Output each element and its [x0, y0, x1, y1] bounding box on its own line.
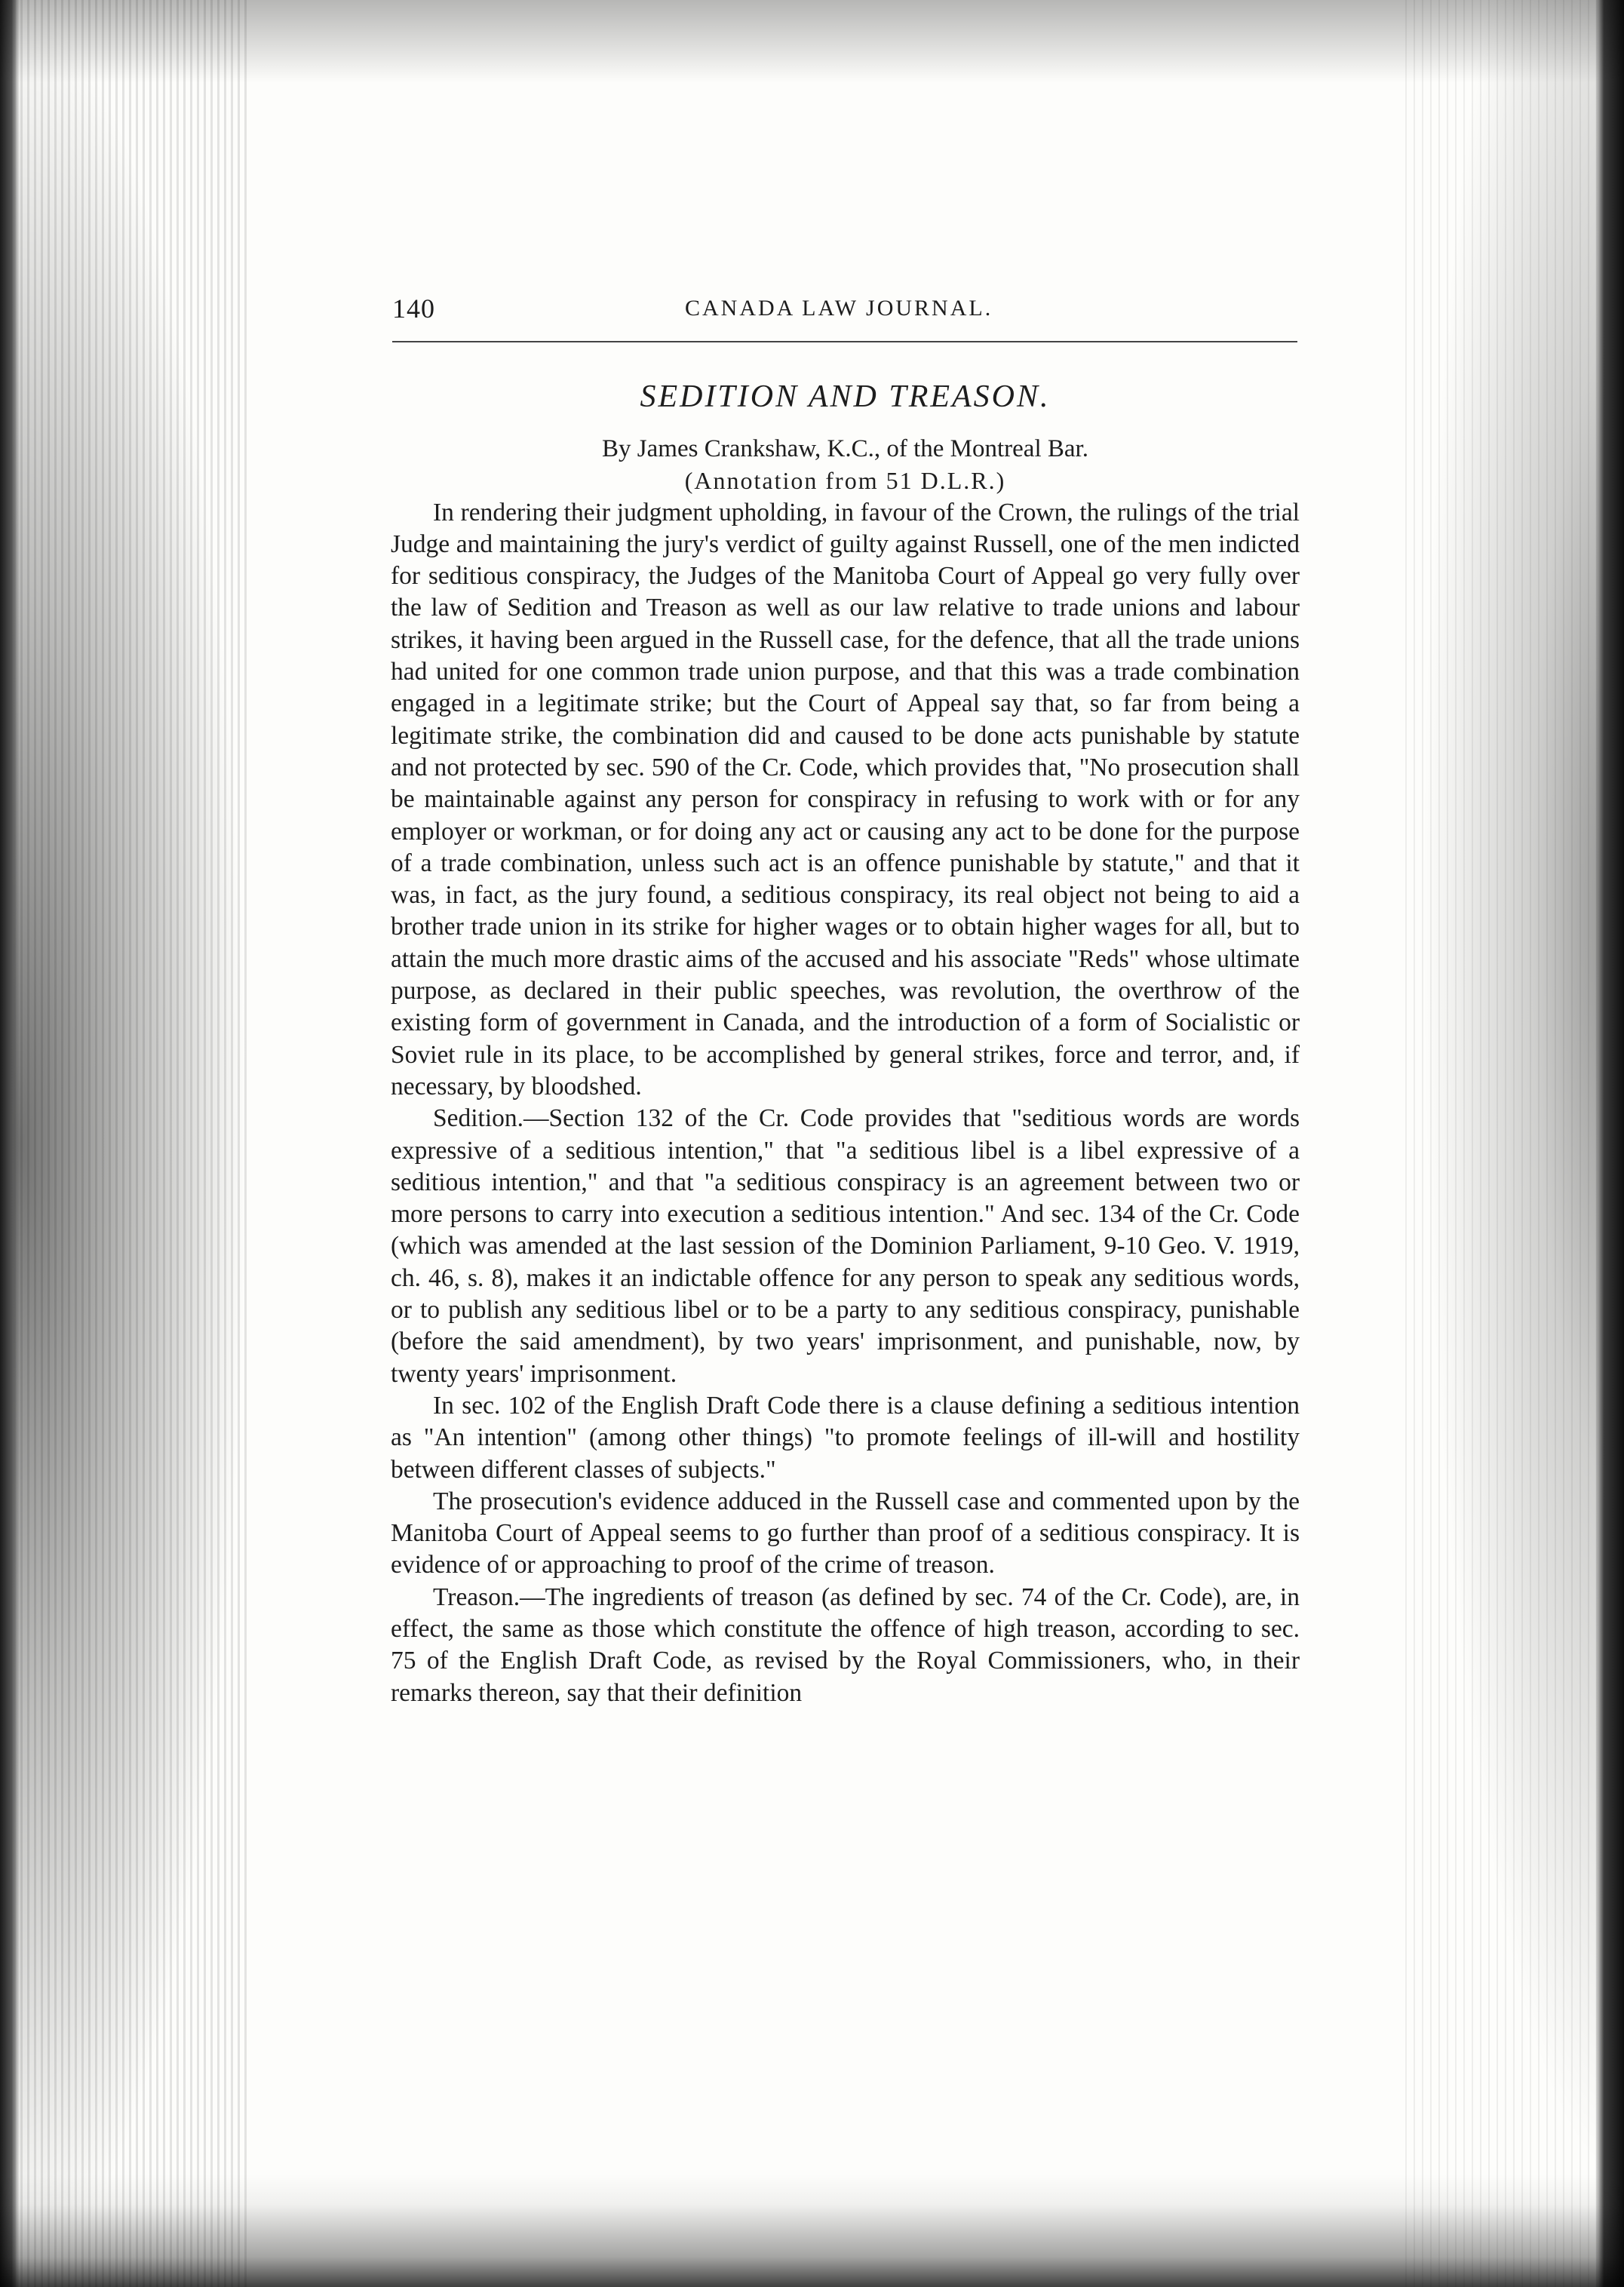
running-head: CANADA LAW JOURNAL. — [685, 296, 993, 321]
paragraph: Sedition.—Section 132 of the Cr. Code provides that "seditious words are words expressive of a seditious intention," that "a seditious libel is a libel expressive of a seditious intention," and that "a seditious conspiracy is an agreement between two or more persons to carry into execution a seditious intention." And sec. 134 of the Cr. Code (which was amended at the last session of the Dominion Parliament, 9-10 Geo. V. 1919, ch. 46, s. 8), makes it an indictable offence for any person to speak any seditious words, or to publish any seditious libel or to be a party to any seditious conspiracy, punishable (before the said amendment), by two years' imprisonment, and punishable, now, by twenty years' imprisonment. — [391, 1104, 1300, 1388]
paragraph: In sec. 102 of the English Draft Code there is a clause defining a seditious intention as "An intention" (among other things) "to promote feelings of ill-will and hostility between different classes of subjects." — [391, 1391, 1300, 1484]
article-annotation: (Annotation from 51 D.L.R.) — [684, 467, 1006, 495]
page-number: 140 — [392, 293, 435, 324]
article-title: SEDITION AND TREASON. — [640, 379, 1051, 414]
page-shadow-top — [0, 0, 1624, 83]
page-header — [392, 293, 1297, 332]
binding-edge — [0, 0, 20, 2287]
page-edge-right — [1595, 0, 1624, 2287]
paragraph: The prosecution's evidence adduced in the Russell case and commented upon by the Manitoba Court of Appeal seems to go further than proof of a seditious conspiracy. It is evidence of or approaching to proof of the crime of treason. — [391, 1487, 1300, 1579]
page-shadow-left — [0, 0, 249, 2287]
page-shadow-bottom — [0, 2174, 1624, 2287]
paragraph: In rendering their judgment upholding, in favour of the Crown, the rulings of the trial Judge and maintaining the jury's verdict of guilty against Russell, one of the men indicted for seditious conspiracy, the Judges of the Manitoba Court of Appeal go very fully over the law of Sedition and Treason as well as our law relative to trade unions and labour strikes, it having been argued in the Russell case, for the defence, that all the trade unions had united for one common trade union purpose, and that this was a trade combination engaged in a legitimate strike; but the Court of Appeal say that, so far from being a legitimate strike, the combination did and caused to be done acts punishable by statute and not protected by sec. 590 of the Cr. Code, which provides that, "No prosecution shall be maintainable against any person for conspiracy in refusing to work with or for any employer or workman, or for doing any act or causing any act to be done for the purpose of a trade combination, unless such act is an offence punishable by statute," and that it was, in fact, as the jury found, a seditious conspiracy, its real object not being to aid a brother trade union in its strike for higher wages or to obtain higher wages for all, but to attain the much more drastic aims of the accused and his associate "Reds" whose ultimate purpose, as declared in their public speeches, was revolution, the overthrow of the existing form of government in Canada, and the introduction of a form of Socialistic or Soviet rule in its place, to be accomplished by general strikes, force and terror, and, if necessary, by bloodshed. — [391, 498, 1300, 1101]
header-rule — [392, 341, 1297, 342]
article-body — [391, 377, 1300, 1709]
article-byline: By James Crankshaw, K.C., of the Montreal Bar. — [602, 435, 1088, 462]
paragraph: Treason.—The ingredients of treason (as defined by sec. 74 of the Cr. Code), are, in effect, the same as those which constitute the offence of high treason, according to sec. 75 of the English Draft Code, as revised by the Royal Commissioners, who, in their remarks thereon, say that their definition — [391, 1582, 1300, 1707]
page-shadow-right — [1405, 0, 1624, 2287]
